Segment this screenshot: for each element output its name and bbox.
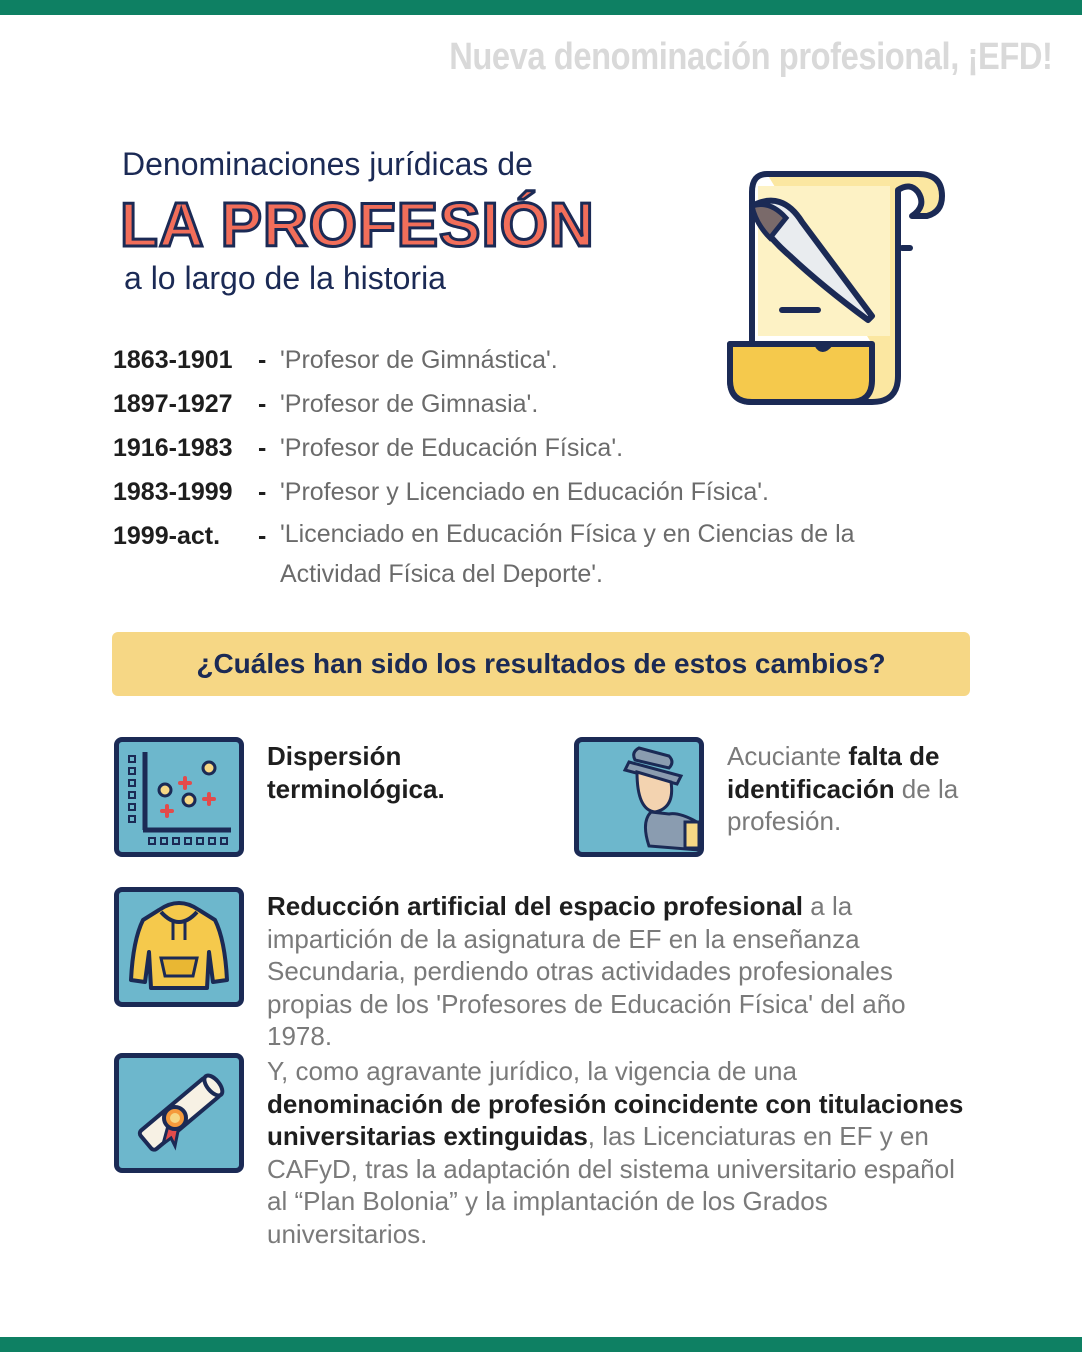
timeline-years: 1983-1999 (113, 478, 233, 506)
timeline-dash: - (258, 346, 267, 374)
result-post: , las Licenciaturas en EF y en CAFyD, tras la adaptación del sistema universitario español al “Plan Bolonia” y la implantación de los Grados universitarios. (267, 1121, 955, 1249)
result-pre: Acuciante (727, 741, 849, 771)
timeline-item (113, 426, 973, 470)
timeline-years: 1999-act. (113, 522, 221, 550)
timeline-denomination: 'Profesor y Licenciado en Educación Física'. (280, 478, 769, 506)
timeline-years: 1916-1983 (113, 434, 233, 462)
result-bold: Reducción artificial del espacio profesional (267, 891, 804, 921)
timeline-dash: - (258, 390, 267, 418)
timeline-item (113, 382, 973, 426)
result-post: a la impartición de la asignatura de EF en la enseñanza Secundaria, perdiendo otras actividades profesionales propias de los 'Profesores de Educación Física' del año 1978. (267, 891, 906, 1051)
timeline-years: 1897-1927 (113, 390, 233, 418)
result-pre: Y, como agravante jurídico, la vigencia de una (267, 1056, 797, 1086)
result-bold: falta de identificación (727, 741, 940, 804)
hoodie-icon (114, 887, 244, 1007)
header-tagline: Nueva denominación profesional, ¡EFD! (448, 36, 1052, 78)
result-bold: denominación de profesión coincidente con titulaciones universitarias extinguidas (267, 1088, 964, 1151)
timeline-denomination: 'Profesor de Educación Física'. (280, 434, 624, 462)
top-accent-bar (0, 0, 1082, 15)
result-text-juridical (267, 1055, 977, 1250)
scatter-chart-icon (114, 737, 244, 857)
diploma-icon (114, 1053, 244, 1173)
result-text-reduction (267, 890, 977, 1053)
timeline-item (113, 338, 973, 382)
timeline-list (113, 338, 973, 594)
timeline-dash: - (258, 434, 267, 462)
title-line-3: a lo largo de la historia (124, 260, 446, 296)
timeline-item (113, 514, 973, 594)
timeline-years: 1863-1901 (113, 346, 233, 374)
timeline-denomination: 'Licenciado en Educación Física y en Ciencias de la Actividad Física del Deporte'. (280, 520, 855, 588)
timeline-denomination: 'Profesor de Gimnasia'. (280, 390, 539, 418)
timeline-dash: - (258, 478, 267, 506)
question-banner: ¿Cuáles han sido los resultados de estos cambios? (112, 632, 970, 696)
detective-icon (574, 737, 704, 857)
result-text-identification (727, 740, 977, 838)
timeline-item (113, 470, 973, 514)
bottom-accent-bar (0, 1337, 1082, 1352)
result-text-dispersion (267, 740, 527, 805)
result-post: de la profesión. (727, 773, 959, 836)
timeline-dash: - (258, 522, 267, 550)
title-line-1: Denominaciones jurídicas de (122, 146, 533, 182)
title-line-2: LA PROFESIÓN (120, 191, 595, 260)
result-bold: Dispersión terminológica. (267, 741, 445, 804)
timeline-denomination: 'Profesor de Gimnástica'. (280, 346, 558, 374)
